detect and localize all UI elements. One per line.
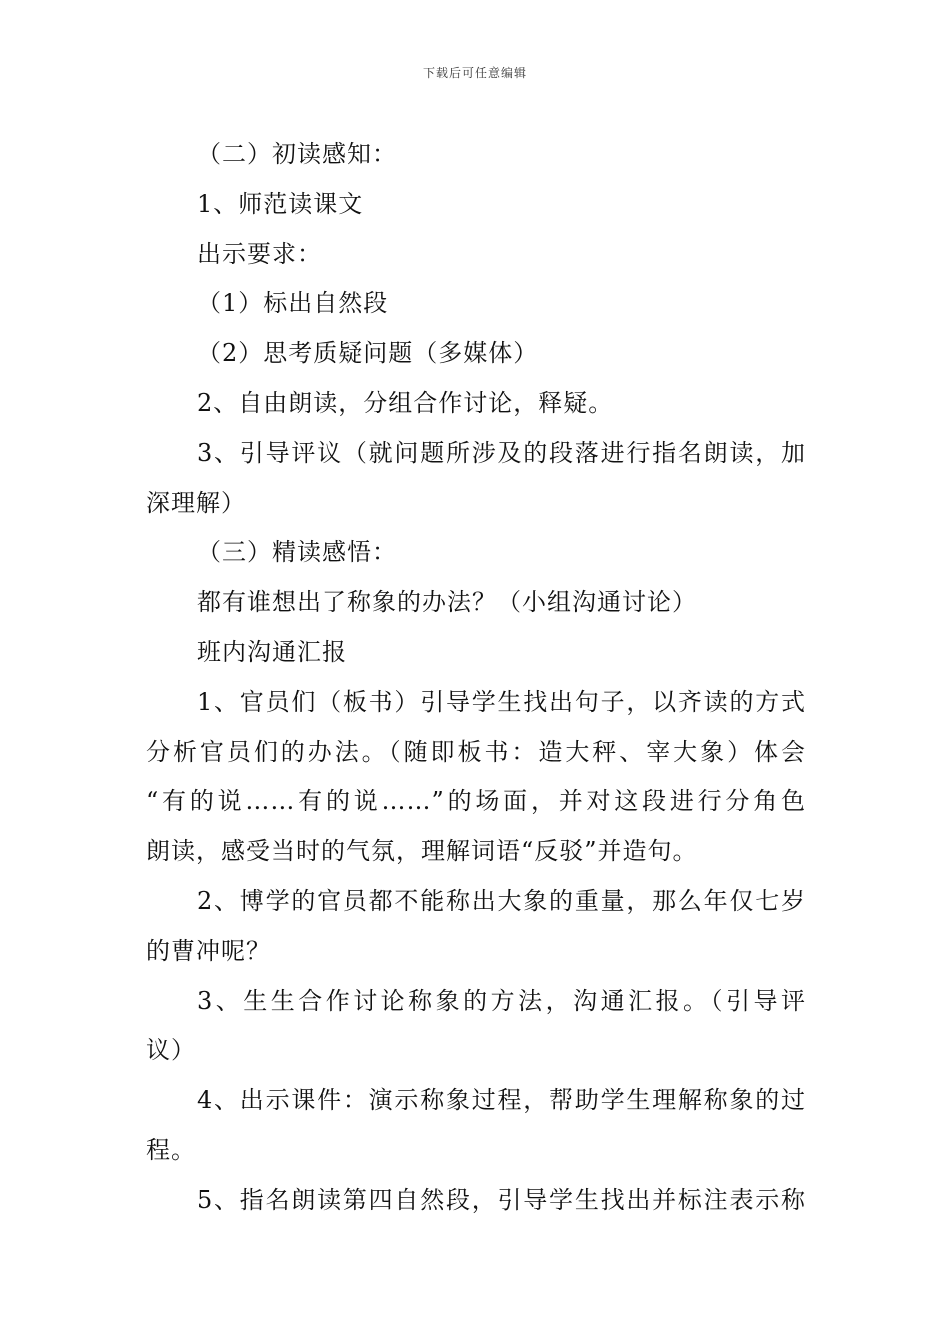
paragraph-line: 都有谁想出了称象的办法？（小组沟通讨论） [197,588,697,617]
paragraph-line: 1、官员们（板书）引导学生找出句子，以齐读的方式 [197,687,806,716]
paragraph-line: 程。 [146,1135,196,1164]
paragraph-line: 4、出示课件：演示称象过程，帮助学生理解称象的过 [197,1086,806,1115]
section-heading-2: （二）初读感知： [197,140,397,168]
paragraph-line: 班内沟通汇报 [197,637,347,666]
paragraph-line: 议） [146,1036,196,1065]
paragraph-line: 2、自由朗读，分组合作讨论，释疑。 [197,388,614,417]
paragraph-line: 朗读，感受当时的气氛，理解词语“反驳”并造句。 [146,837,698,866]
paragraph-line: 的曹冲呢？ [146,936,271,965]
document-body [146,130,806,1226]
paragraph-line: 3、引导评议（就问题所涉及的段落进行指名朗读，加 [197,438,806,467]
list-item: （2）思考质疑问题（多媒体） [197,339,539,368]
page-header: 下载后可任意编辑 [422,66,527,80]
section-heading-3: （三）精读感悟： [197,538,397,567]
paragraph-line: 5、指名朗读第四自然段，引导学生找出并标注表示称 [197,1185,806,1214]
paragraph-line: 3、生生合作讨论称象的方法，沟通汇报。（引导评 [197,986,806,1015]
paragraph-line: “有的说……有的说……”的场面，并对这段进行分角色 [146,787,806,816]
paragraph-line: 出示要求： [197,239,322,268]
paragraph-line: 分析官员们的办法。（随即板书：造大秤、宰大象）体会 [146,737,806,766]
list-item: （1）标出自然段 [197,289,389,318]
paragraph-line: 1、师范读课文 [197,189,364,218]
paragraph-line: 2、博学的官员都不能称出大象的重量，那么年仅七岁 [197,886,806,915]
paragraph-line: 深理解） [146,488,246,517]
